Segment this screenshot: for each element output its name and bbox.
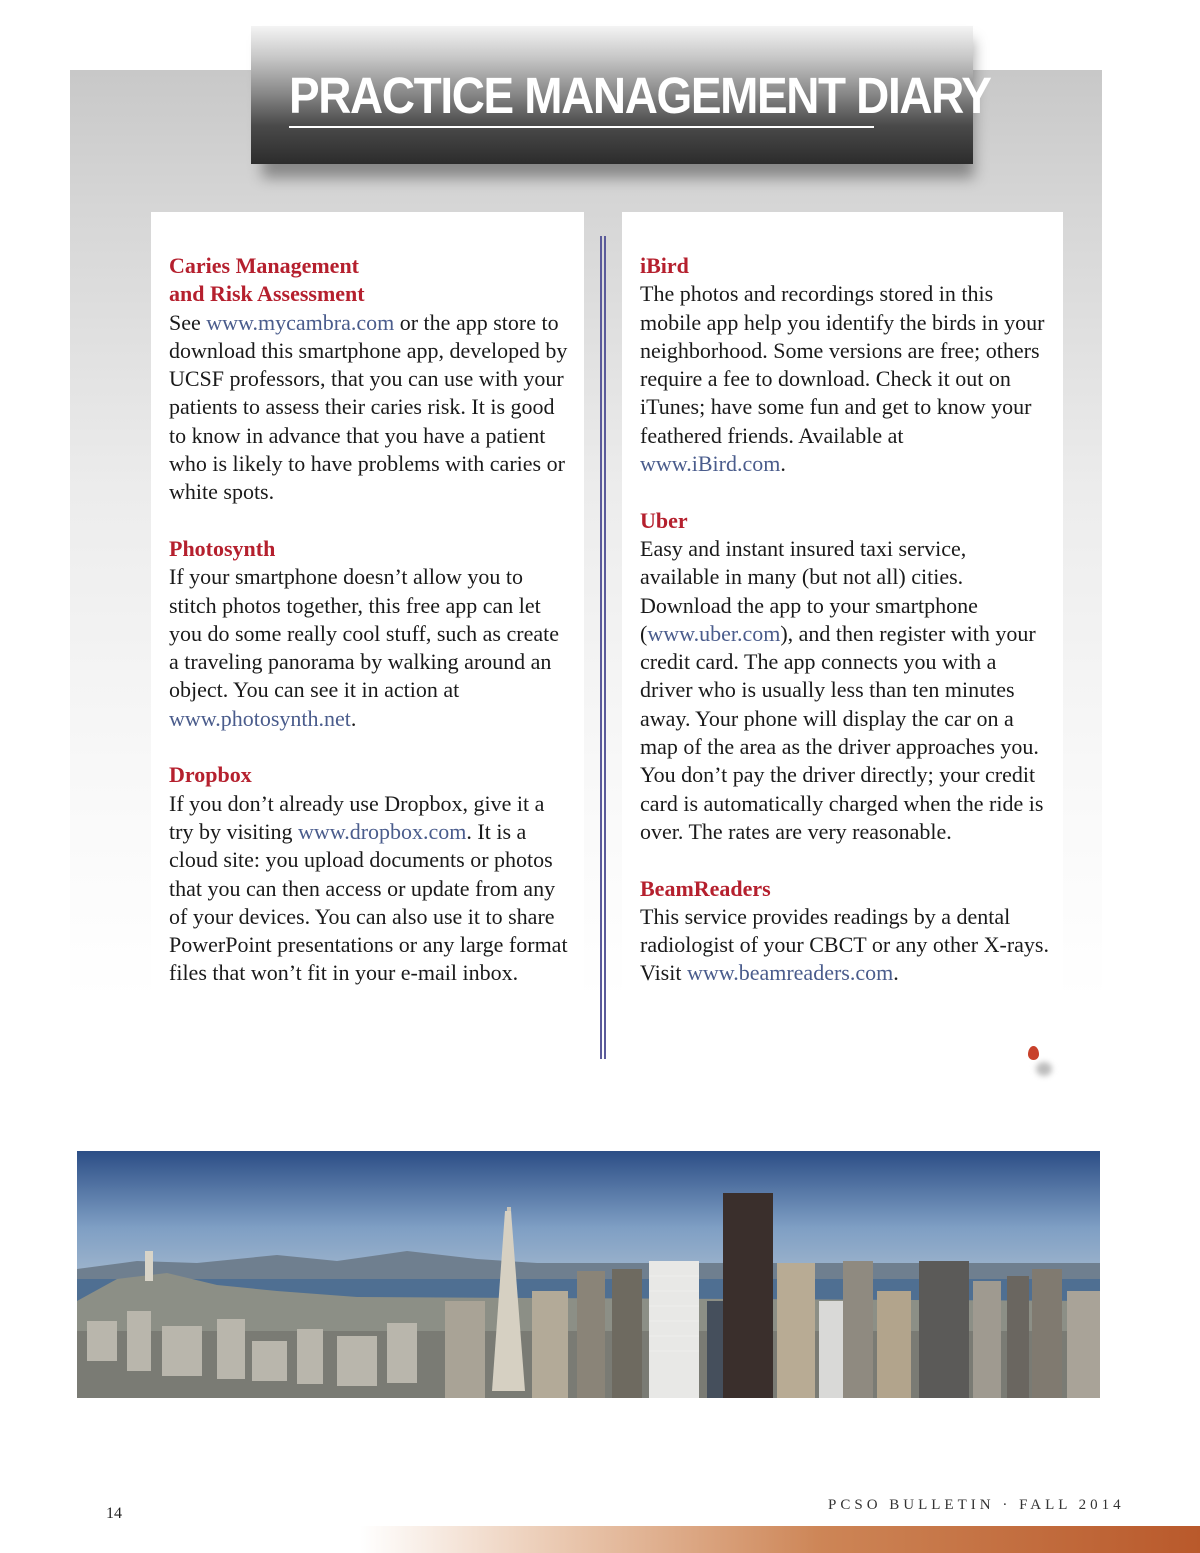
website-link[interactable]: www.iBird.com [640,451,781,477]
website-link[interactable]: www.beamreaders.com [686,960,894,986]
section-heading [640,252,1050,280]
end-mark-drop-icon [1028,1046,1039,1060]
end-mark-shadow [1036,1062,1052,1076]
section-heading-line: Photosynth [169,535,276,561]
article-section [169,252,569,507]
publication-footer: PCSO BULLETIN · FALL 2014 [828,1497,1125,1513]
section-body [640,535,1050,846]
section-heading-line: Uber [640,507,688,533]
body-text: or the app store to download this smartphone app, developed by UCSF professors, that you can use with your patients to assess their caries risk. It is good to know in advance that you have a patient who is likely to have problems with caries or white spots. [169,309,568,505]
section-heading-line: iBird [640,253,689,278]
skyline-illustration [77,1151,1100,1398]
body-text: The photos and recordings stored in this mobile app help you identify the birds in your neighborhood. Some versions are free; others require a fee to download. Check it out on iTunes; have some fun and get to know your feathered friends. Available at [640,281,1045,448]
san-francisco-skyline-photo [77,1151,1100,1398]
page-title: PRACTICE MANAGEMENT DIARY [289,66,874,128]
article-section [640,875,1050,988]
section-heading-line: BeamReaders [640,875,771,901]
article-section [640,252,1050,478]
body-text: . It is a cloud site: you upload documents or photos that you can then access or update from any of your devices. You can also use it to share PowerPoint presentations or any large format files that won’t fit in your e-mail inbox. [169,818,568,986]
body-text: . [893,960,899,986]
website-link[interactable]: www.mycambra.com [206,309,395,335]
section-body [169,790,569,988]
article-section [640,507,1050,847]
column-divider [600,236,606,1059]
section-body [640,903,1050,988]
section-heading [169,252,569,309]
body-text: If you don’t already use Dropbox, give it a try by visiting [169,790,545,844]
section-heading [169,535,569,563]
section-heading [169,761,569,789]
section-heading-line: and Risk Assessment [169,281,365,307]
page-number: 14 [106,1505,122,1522]
left-column [169,252,569,1016]
section-body [169,309,569,507]
body-text: See [169,309,207,335]
footer-color-bar [360,1526,1200,1553]
section-heading-line: Caries Management [169,253,360,278]
section-body [169,563,569,733]
article-section [169,535,569,733]
section-heading [640,875,1050,903]
body-text: Easy and instant insured taxi service, available in many (but not all) cities. Download the app to your smartphone ( [640,535,978,646]
website-link[interactable]: www.photosynth.net [169,705,351,731]
section-body [640,280,1050,478]
body-text: . [350,705,357,731]
right-column [640,252,1050,1016]
article-section [169,761,569,987]
body-text: This service provides readings by a dental radiologist of your CBCT or any other X-rays. Visit [640,903,1049,986]
section-heading [640,507,1050,535]
website-link[interactable]: www.dropbox.com [297,818,467,844]
body-text: If your smartphone doesn’t allow you to stitch photos together, this free app can let you do some really cool stuff, such as create a traveling panorama by walking around an object. You can see it in action at [169,564,559,703]
section-heading-line: Dropbox [169,762,252,788]
body-text: ), and then register with your credit card. The app connects you with a driver who is usually less than ten minutes away. Your phone will display the car on a map of the area as the driver approaches you. You don’t pay the driver directly; your credit card is automatically charged when the ride is over. The rates are very reasonable. [640,620,1044,844]
body-text: . [780,451,786,477]
website-link[interactable]: www.uber.com [647,620,781,646]
